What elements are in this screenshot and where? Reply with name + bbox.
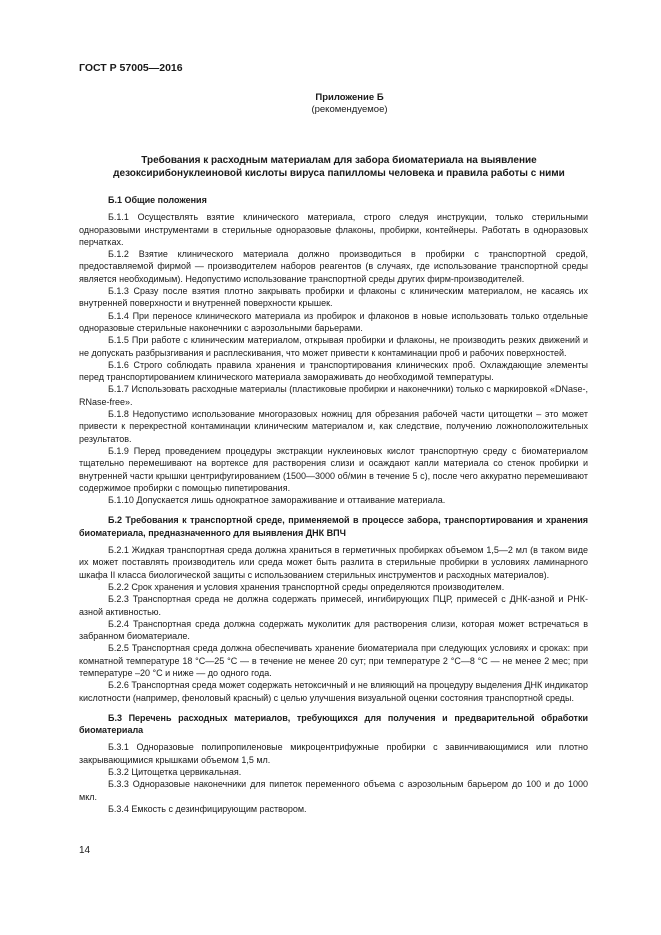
- appendix-note: (рекомендуемое): [311, 104, 388, 115]
- appendix-title: Приложение Б: [315, 92, 384, 103]
- paragraph-b3-2: Б.3.2 Цитощетка цервикальная.: [108, 767, 242, 778]
- paragraph-b1-10: Б.1.10 Допускается лишь однократное замораживание и оттаивание материала.: [108, 495, 446, 506]
- paragraph-b1-3: Б.1.3 Сразу после взятия плотно закрывать пробирки и флаконы с клиническим материалом, не касаясь их внутренней поверхности и внутренней поверхности крышек.: [79, 286, 588, 309]
- paragraph-b1-4: Б.1.4 При переносе клинического материала из пробирок и флаконов в новые использовать только отдельные одноразовые стерильные наконечники с аэрозольными барьерами.: [79, 310, 588, 333]
- document-header: ГОСТ Р 57005—2016: [79, 62, 183, 74]
- paragraph-b1-9: Б.1.9 Перед проведением процедуры экстракции нуклеиновых кислот транспортную среду с биоматериалом тщательно перемешивают на вортексе для растворения слизи и осаждают капли материала со стенок пробирки и внутренней части крышки центрифугированием (1500—3000 об/мин в течение 5 с), после чего аккуратно перемешивают содержимое пробирки с помощью пипетирования.: [79, 445, 588, 493]
- section-heading-b3: Б.3 Перечень расходных материалов, требующихся для получения и предварительной обработки биоматериала: [79, 712, 588, 736]
- paragraph-b1-7: Б.1.7 Использовать расходные материалы (пластиковые пробирки и наконечники) только с маркировкой «DNase-, RNase-free».: [79, 384, 588, 407]
- paragraph-b1-1: Б.1.1 Осуществлять взятие клинического материала, строго следуя инструкции, только стерильными одноразовыми инструментами в стерильные одноразовые флаконы, пробирки, контейнеры. Работать в одноразовых перчатках.: [79, 212, 588, 247]
- appendix-main-title: [79, 154, 599, 180]
- title-line-1: Требования к расходным материалам для забора биоматериала на выявление: [141, 155, 537, 166]
- paragraph-b2-2: Б.2.2 Срок хранения и условия хранения транспортной среды определяются производителем.: [108, 581, 505, 592]
- section-heading-b1: Б.1 Общие положения: [108, 195, 207, 205]
- paragraph-b2-3: Б.2.3 Транспортная среда не должна содержать примесей, ингибирующих ПЦР, примесей с ДНК-азной и РНК-азной активностью.: [79, 594, 588, 617]
- paragraph-b3-3: Б.3.3 Одноразовые наконечники для пипеток переменного объема с аэрозольным барьером до 100 и до 1000 мкл.: [79, 779, 588, 802]
- appendix-body: [79, 194, 588, 815]
- paragraph-b2-5: Б.2.5 Транспортная среда должна обеспечивать хранение биоматериала при следующих условиях и сроках: при комнатной температуре 18 °С—25 °С — в течение не менее 20 сут; при температуре 2 °С—8 °С — не менее 2 мес; при температуре –20 °С и ниже — до одного года.: [79, 643, 588, 678]
- page-number: 14: [79, 845, 91, 856]
- paragraph-b2-4: Б.2.4 Транспортная среда должна содержать муколитик для растворения слизи, которая может встречаться в забранном биоматериале.: [79, 618, 588, 642]
- paragraph-b1-6: Б.1.6 Строго соблюдать правила хранения и транспортирования клинических проб. Охлаждающие элементы перед транспортированием клинического материала замораживать до необходимой температуры.: [79, 359, 588, 383]
- paragraph-b1-5: Б.1.5 При работе с клиническим материалом, открывая пробирки и флаконы, не производить резких движений и не допускать разбрызгивания и расплескивания, что может привести к контаминации проб и рабочих поверхностей.: [79, 335, 588, 358]
- appendix-heading: [0, 92, 661, 116]
- paragraph-b2-1: Б.2.1 Жидкая транспортная среда должна храниться в герметичных пробирках объемом 1,5—2 мл (в таком виде их может поставлять производитель или среда может быть разлита в стерильные пробирки в условиях ламинарного шкафа II класса биологической защиты с использованием стерильных инструментов и расходных материалов).: [79, 545, 588, 580]
- paragraph-b2-6: Б.2.6 Транспортная среда может содержать нетоксичный и не влияющий на процедуру выделения ДНК индикатор кислотности (например, феноловый красный) с целью улучшения визуальной оценки состояния транспортной среды.: [79, 680, 588, 703]
- section-heading-b2: Б.2 Требования к транспортной среде, применяемой в процессе забора, транспортирования и хранения биоматериала, предназначенного для выявления ДНК ВПЧ: [79, 515, 588, 538]
- paragraph-b3-4: Б.3.4 Емкость с дезинфицирующим раствором.: [108, 803, 307, 814]
- paragraph-b3-1: Б.3.1 Одноразовые полипропиленовые микроцентрифужные пробирки с завинчивающимися или плотно закрывающимися крышками объемом 1,5 мл.: [79, 742, 588, 765]
- title-line-2: дезоксирибонуклеиновой кислоты вируса папилломы человека и правила работы с ними: [113, 168, 565, 179]
- paragraph-b1-8: Б.1.8 Недопустимо использование многоразовых ножниц для обрезания рабочей части цитощетки – это может привести к перекрестной контаминации клиническим материалом и, как следствие, получению ложноположительных результатов.: [79, 409, 588, 444]
- paragraph-b1-2: Б.1.2 Взятие клинического материала должно производиться в пробирки с транспортной средой, предоставляемой фирмой — производителем наборов реагентов (в случаях, где использование транспортной среды является необходимым). Недопустимо использование транспортной среды других фирм-производителей.: [79, 249, 588, 284]
